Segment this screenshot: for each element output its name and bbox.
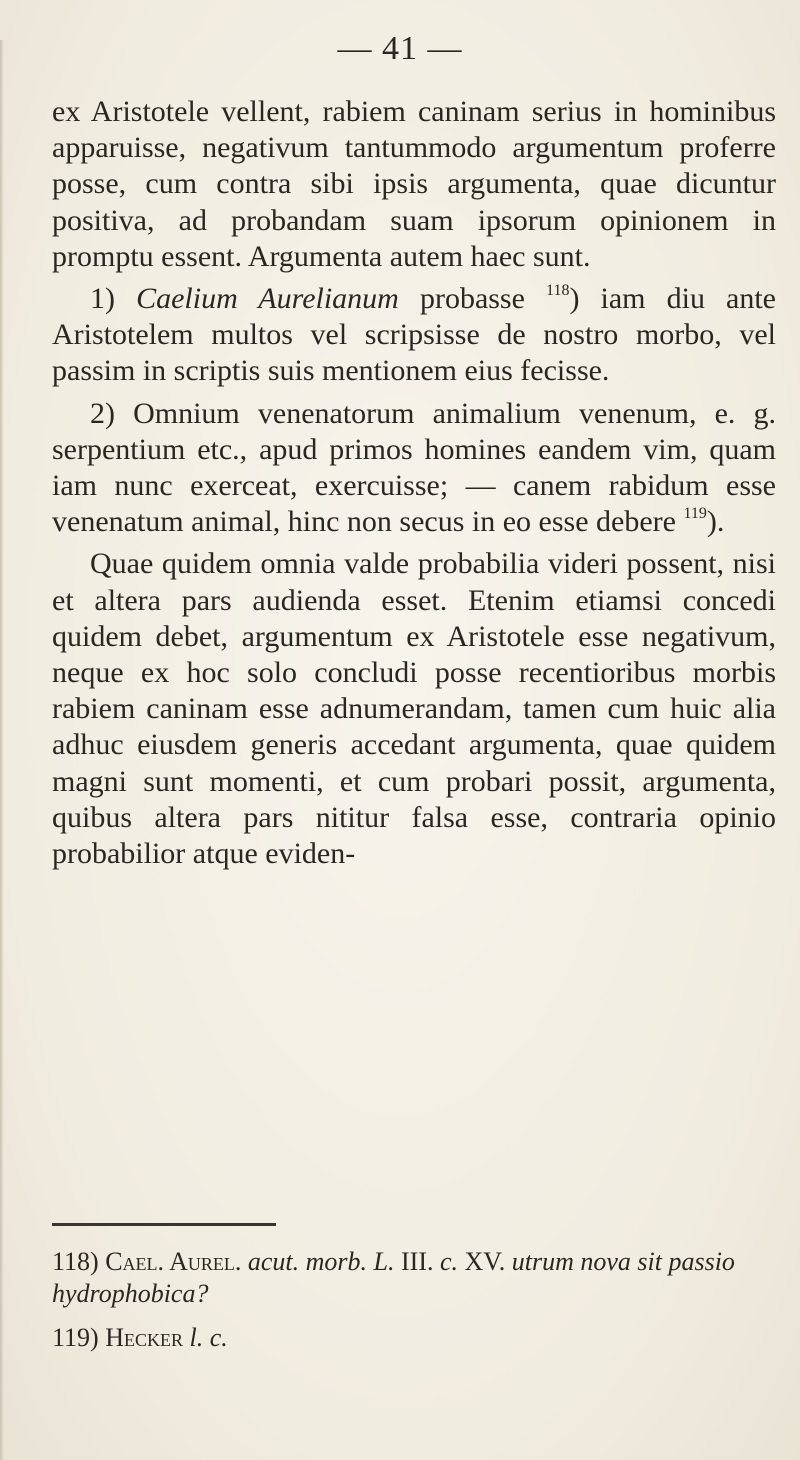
footnote-marker: 118 (546, 282, 570, 300)
text-run: III. (394, 1247, 440, 1276)
footnotes (52, 1246, 776, 1366)
italic-text: acut. morb. L. (247, 1247, 395, 1276)
footnote-marker: 119 (683, 505, 707, 523)
text-run: XV. (458, 1247, 512, 1276)
text-run: probasse (398, 282, 547, 316)
author-name: Hecker (105, 1323, 183, 1352)
text-run: 119) (52, 1323, 106, 1352)
paragraph-argument-1 (52, 281, 776, 390)
text-run: 2) Omnium venenatorum animalium venenum, e. g. serpentium etc., apud primos homines eandem vim, quam iam nunc exerceat, exercuisse; — canem rabidum esse venenatum animal, hinc non secus in eo esse debere (52, 396, 776, 539)
text-run: Quae quidem omnia valde probabilia videri possent, nisi et altera pars audienda esset. Etenim etiamsi concedi quidem debet, argumentum ex Aristotele esse negativum, neque ex hoc solo concludi posse recentioribus morbis rabiem caninam esse adnumerandam, tamen cum huic alia adhuc eiusdem generis accedant argumenta, quae quidem magni sunt momenti, et cum probari possit, argumenta, quibus altera pars nititur falsa esse, contraria opinio probabilior atque eviden- (52, 547, 776, 871)
text-run: ) iam diu ante Aristotelem multos vel scripsisse de nostro morbo, vel passim in scriptis suis mentionem eius fecisse. (52, 282, 777, 388)
italic-text: c. (439, 1247, 459, 1276)
text-run: ex Aristotele vellent, rabiem caninam serius in hominibus apparuisse, negativum tantummodo argumentum proferre posse, cum contra sibi ipsis argumenta, quae dicuntur positiva, ad probandam suam ipsorum opinionem in promptu essent. Argumenta autem haec sunt. (52, 95, 776, 273)
main-text (52, 94, 776, 872)
paragraph-rebuttal (52, 546, 776, 872)
italic-text: utrum nova sit passio hydrophobica? (52, 1247, 735, 1308)
text-run: 1) (90, 282, 137, 316)
paragraph-argument-2 (52, 396, 776, 541)
footnote-118 (52, 1246, 776, 1310)
page-edge-shadow (0, 40, 4, 1460)
footnote-119 (52, 1322, 776, 1354)
text-run: ). (706, 505, 725, 539)
text-run: 118) (52, 1247, 106, 1276)
paragraph-continuation (52, 94, 776, 275)
page-number: — 41 — (337, 30, 463, 67)
footnote-rule (52, 1223, 276, 1226)
author-name: Cael. Aurel. (105, 1247, 242, 1276)
italic-text: l. c. (189, 1323, 228, 1352)
italic-text: Caelium Aurelianum (136, 282, 399, 316)
